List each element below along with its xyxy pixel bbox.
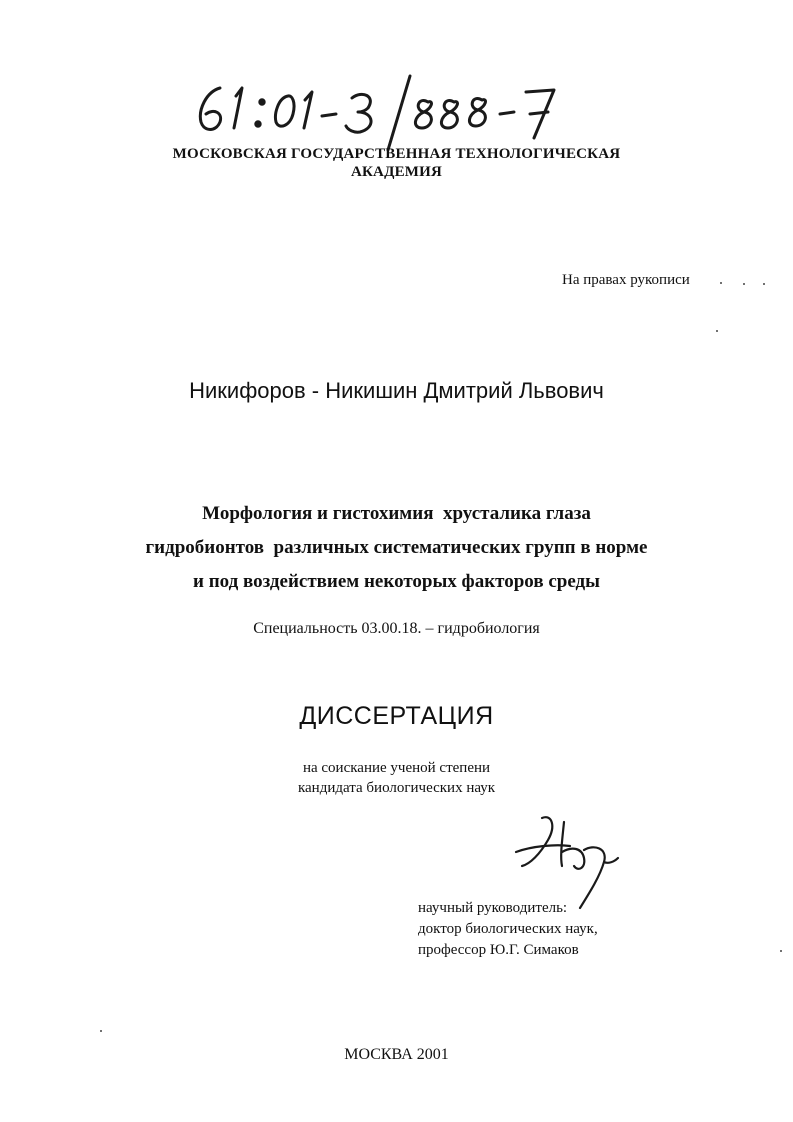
handwritten-archive-code xyxy=(192,66,572,152)
document-type: ДИССЕРТАЦИЯ xyxy=(299,702,494,730)
institution-line-2: АКАДЕМИЯ xyxy=(350,164,443,180)
city-year: МОСКВА 2001 xyxy=(344,1046,449,1063)
title-line-2: гидробионтов различных систематических групп в норме xyxy=(145,537,648,558)
supervisor-line-2: доктор биологических наук, xyxy=(418,921,598,937)
scan-speck xyxy=(720,282,722,284)
supervisor-line-1: научный руководитель: xyxy=(418,900,568,916)
title-line-1: Морфология и гистохимия хрусталика глаза xyxy=(202,503,591,524)
handwritten-signature xyxy=(508,812,626,912)
title-line-3: и под воздействием некоторых факторов среды xyxy=(193,571,600,592)
scan-speck xyxy=(780,950,782,952)
dissertation-title xyxy=(0,497,793,599)
scan-speck xyxy=(100,1030,102,1032)
supervisor-info xyxy=(418,898,598,961)
degree-line-2: кандидата биологических наук xyxy=(297,780,496,796)
institution-name xyxy=(0,145,793,181)
supervisor-line-3: профессор Ю.Г. Симаков xyxy=(418,942,579,958)
specialty: Специальность 03.00.18. – гидробиология xyxy=(253,620,540,637)
institution-line-1: МОСКОВСКАЯ ГОСУДАРСТВЕННАЯ ТЕХНОЛОГИЧЕСКАЯ xyxy=(172,146,621,162)
rights-note: На правах рукописи xyxy=(562,272,690,288)
scan-speck xyxy=(763,283,765,285)
degree-line-1: на соискание ученой степени xyxy=(302,760,491,776)
author-name: Никифоров - Никишин Дмитрий Львович xyxy=(189,378,604,403)
degree-sought xyxy=(0,758,793,798)
scan-speck xyxy=(716,330,718,332)
scan-speck xyxy=(743,283,745,285)
